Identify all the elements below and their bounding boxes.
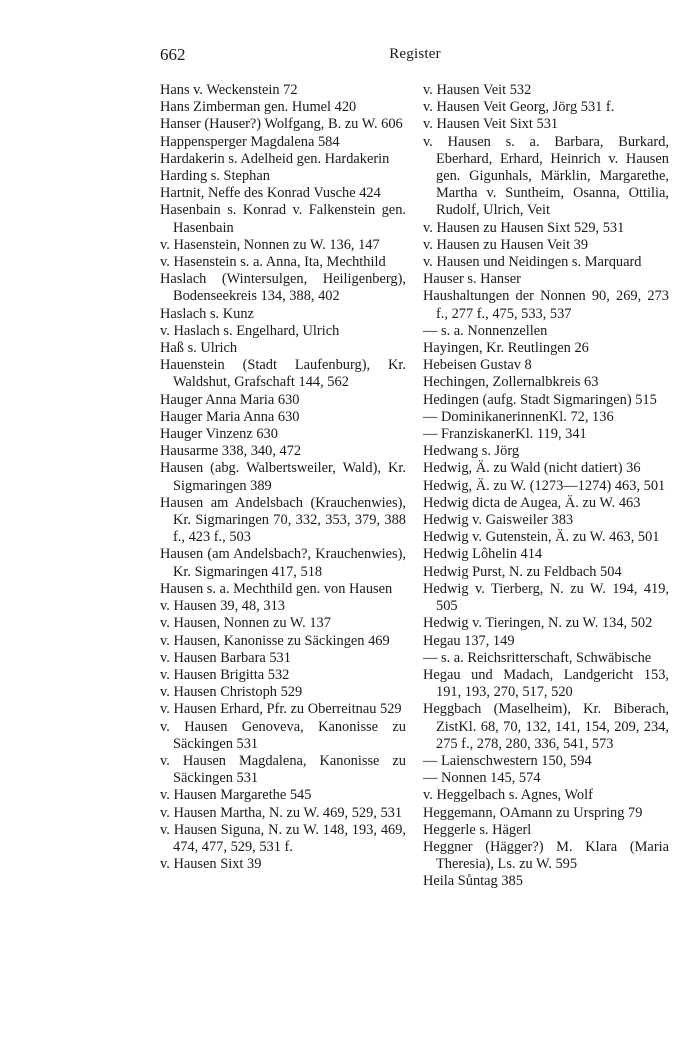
index-entry: Hedwig Lôhelin 414: [423, 546, 543, 563]
index-column-left: [160, 82, 406, 873]
index-entry: Heggner (Hägger?) M. Klara (Maria Theresia), Ls. zu W. 595: [423, 838, 669, 873]
index-entry: Hedwig, Ä. zu W. (1273—1274) 463, 501: [423, 477, 666, 494]
index-entry: v. Hausen Christoph 529: [160, 684, 303, 701]
index-entry: — FranziskanerKl. 119, 341: [423, 426, 587, 443]
index-entry: v. Hausen Genoveva, Kanonisse zu Säckingen 531: [160, 718, 406, 752]
index-entry: Hausarme 338, 340, 472: [160, 443, 302, 460]
index-entry: v. Hausen zu Hausen Sixt 529, 531: [423, 219, 625, 236]
index-entry: v. Hausen Erhard, Pfr. zu Oberreitnau 529: [160, 701, 402, 718]
index-entry: v. Hausen zu Hausen Veit 39: [423, 236, 589, 253]
index-entry: Hausen (abg. Walbertsweiler, Wald), Kr. Sigmaringen 389: [160, 460, 406, 494]
index-entry: — s. a. Nonnenzellen: [423, 322, 548, 339]
index-entry: Hanser (Hauser?) Wolfgang, B. zu W. 606: [160, 116, 403, 133]
index-entry: — Laienschwestern 150, 594: [423, 752, 592, 769]
index-entry: v. Hausen Barbara 531: [160, 649, 291, 666]
index-entry: v. Hausen Veit Georg, Jörg 531 f.: [423, 99, 615, 116]
index-entry: v. Hausen Brigitta 532: [160, 666, 290, 683]
index-entry: Haß s. Ulrich: [160, 340, 238, 357]
index-entry: Hedwig v. Gutenstein, Ä. zu W. 463, 501: [423, 529, 660, 546]
index-entry: Heggbach (Maselheim), Kr. Biberach, ZistKl. 68, 70, 132, 141, 154, 209, 234, 275 f., 278, 280, 336, 541, 573: [423, 701, 669, 752]
index-entry: v. Heggelbach s. Agnes, Wolf: [423, 787, 593, 804]
index-entry: Hedwang s. Jörg: [423, 443, 520, 460]
index-entry: Haslach (Wintersulgen, Heiligenberg), Bodenseekreis 134, 388, 402: [160, 271, 406, 305]
index-entry: Hedwig dicta de Augea, Ä. zu W. 463: [423, 494, 641, 511]
index-entry: v. Hausen und Neidingen s. Marquard: [423, 254, 642, 271]
index-entry: Hegau und Madach, Landgericht 153, 191, 193, 270, 517, 520: [423, 666, 669, 701]
index-entry: Hasenbain s. Konrad v. Falkenstein gen. Hasenbain: [160, 202, 406, 236]
index-entry: — s. a. Reichsritterschaft, Schwäbische: [423, 649, 652, 666]
index-entry: Hedwig v. Tierberg, N. zu W. 194, 419, 505: [423, 580, 669, 615]
index-entry: v. Haslach s. Engelhard, Ulrich: [160, 322, 340, 339]
index-entry: Hardakerin s. Adelheid gen. Hardakerin: [160, 150, 390, 167]
index-entry: v. Hausen Sixt 39: [160, 856, 262, 873]
index-entry: v. Hausen Veit Sixt 531: [423, 116, 559, 133]
index-entry: Hauger Maria Anna 630: [160, 408, 300, 425]
index-entry: Hebeisen Gustav 8: [423, 357, 532, 374]
index-entry: Hans v. Weckenstein 72: [160, 82, 298, 98]
index-entry: v. Hausen 39, 48, 313: [160, 598, 285, 615]
index-entry: Haslach s. Kunz: [160, 305, 254, 322]
index-entry: Hedingen (aufg. Stadt Sigmaringen) 515: [423, 391, 657, 408]
index-entry: Heggemann, OAmann zu Urspring 79: [423, 804, 643, 821]
index-entry: Hausen am Andelsbach (Krauchenwies), Kr. Sigmaringen 70, 332, 353, 379, 388 f., 423 f., 503: [160, 494, 406, 546]
index-entry: v. Hausen, Kanonisse zu Säckingen 469: [160, 632, 390, 649]
index-entry: v. Hausen Margarethe 545: [160, 787, 312, 804]
index-entry: Hausen s. a. Mechthild gen. von Hausen: [160, 580, 393, 597]
index-entry: v. Hausen Siguna, N. zu W. 148, 193, 469, 474, 477, 529, 531 f.: [160, 821, 406, 855]
index-entry: — Nonnen 145, 574: [423, 770, 541, 787]
index-entry: Hechingen, Zollernalbkreis 63: [423, 374, 599, 391]
index-entry: Hans Zimberman gen. Humel 420: [160, 99, 357, 116]
index-entry: v. Hausen Magdalena, Kanonisse zu Säckingen 531: [160, 752, 406, 787]
index-entry: Hausen (am Andelsbach?, Krauchenwies), Kr. Sigmaringen 417, 518: [160, 546, 406, 580]
index-entry: Hedwig, Ä. zu Wald (nicht datiert) 36: [423, 460, 641, 477]
index-entry: v. Hausen s. a. Barbara, Burkard, Eberhard, Erhard, Heinrich v. Hausen gen. Gigunhals, Märklin, Margarethe, Martha v. Suntheim, Osanna, Ottilia, Rudolf, Ulrich, Veit: [423, 133, 669, 219]
index-entry: Haushaltungen der Nonnen 90, 269, 273 f., 277 f., 475, 533, 537: [423, 288, 669, 322]
index-entry: — DominikanerinnenKl. 72, 136: [423, 408, 614, 425]
index-entry: Hedwig v. Gaisweiler 383: [423, 512, 574, 529]
index-entry: v. Hasenstein, Nonnen zu W. 136, 147: [160, 236, 380, 253]
index-entry: Happensperger Magdalena 584: [160, 133, 340, 150]
index-entry: Hauger Vinzenz 630: [160, 426, 278, 443]
running-head: Register: [389, 46, 441, 62]
index-entry: Hauger Anna Maria 630: [160, 391, 300, 408]
index-entry: Hartnit, Neffe des Konrad Vusche 424: [160, 185, 381, 202]
index-entry: v. Hasenstein s. a. Anna, Ita, Mechthild: [160, 254, 386, 271]
index-entry: Harding s. Stephan: [160, 168, 270, 185]
index-entry: v. Hausen Martha, N. zu W. 469, 529, 531: [160, 804, 403, 821]
index-entry: Hauenstein (Stadt Laufenburg), Kr. Waldshut, Grafschaft 144, 562: [160, 357, 406, 391]
index-entry: v. Hausen Veit 532: [423, 82, 532, 98]
index-entry: Heila Sůntag 385: [423, 873, 523, 890]
page-number: 662: [160, 45, 186, 64]
index-entry: Heggerle s. Hägerl: [423, 821, 532, 838]
index-column-right: [423, 82, 669, 891]
index-entry: Hegau 137, 149: [423, 632, 515, 649]
index-entry: Hedwig Purst, N. zu Feldbach 504: [423, 563, 622, 580]
index-entry: v. Hausen, Nonnen zu W. 137: [160, 615, 331, 632]
index-entry: Hedwig v. Tieringen, N. zu W. 134, 502: [423, 615, 653, 632]
index-entry: Hayingen, Kr. Reutlingen 26: [423, 340, 589, 357]
index-entry: Hauser s. Hanser: [423, 271, 521, 288]
